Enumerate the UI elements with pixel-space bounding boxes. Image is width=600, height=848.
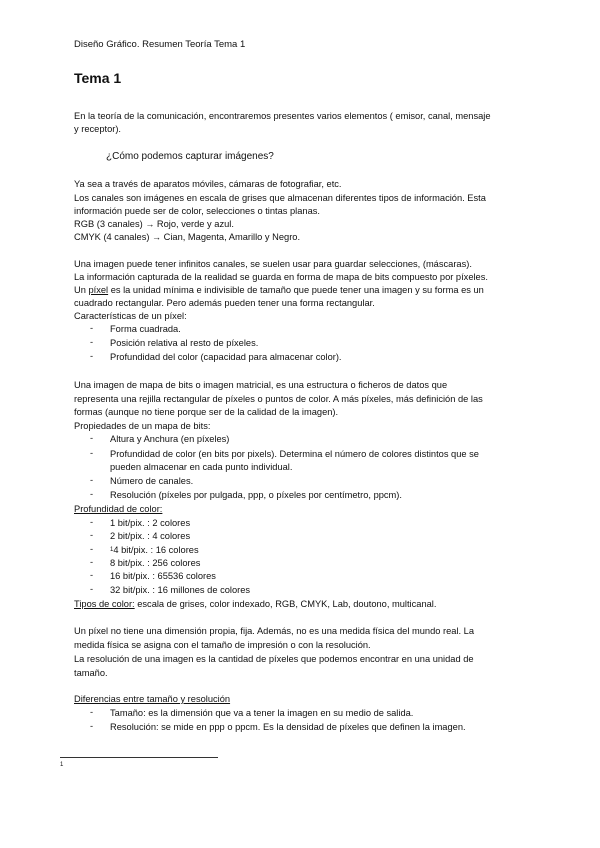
bullet: -: [90, 557, 94, 567]
bullet: -: [90, 721, 94, 731]
pixel-line-4: cuadrado rectangular. Pero además pueden tener una forma rectangular.: [74, 298, 375, 308]
pixel-line-3: [74, 284, 484, 297]
footnote-ref: 1: [110, 547, 114, 553]
bullet: -: [90, 351, 94, 361]
list-item: Resolución (píxeles por pulgada, ppp, o píxeles por centímetro, ppcm).: [110, 490, 402, 500]
intro-line-2: y receptor).: [74, 124, 122, 134]
list-item: Profundidad del color (capacidad para almacenar color).: [110, 352, 342, 362]
arrow-icon: →: [152, 232, 162, 242]
cmyk-text: Cian, Magenta, Amarillo y Negro.: [163, 232, 301, 242]
measure-line-3: La resolución de una imagen es la cantidad de píxeles que podemos encontrar en una unidad de: [74, 654, 474, 664]
list-item: Tamaño: es la dimensión que va a tener la imagen en su medio de salida.: [110, 708, 414, 718]
bullet: -: [90, 433, 94, 443]
bullet: -: [90, 448, 94, 458]
rgb-label: RGB (3 canales): [74, 219, 143, 229]
rgb-line: [74, 218, 234, 231]
bitmap-line-1: Una imagen de mapa de bits o imagen matricial, es una estructura o ficheros de datos que: [74, 380, 448, 390]
list-item: Posición relativa al resto de píxeles.: [110, 338, 259, 348]
bullet: -: [90, 707, 94, 717]
list-item: Resolución: se mide en ppp o ppcm. Es la densidad de píxeles que definen la imagen.: [110, 722, 466, 732]
bullet: -: [90, 530, 94, 540]
measure-line-2: medida física se asigna con el tamaño de impresión o con la resolución.: [74, 640, 371, 650]
bullet: -: [90, 337, 94, 347]
list-item: 16 bit/pix. : 65536 colores: [110, 571, 216, 581]
capture-line-1: Ya sea a través de aparatos móviles, cámaras de fotografiar, etc.: [74, 179, 342, 189]
list-item-text: 4 bit/pix. : 16 colores: [113, 545, 199, 555]
bullet: -: [90, 584, 94, 594]
types-line: [74, 598, 436, 611]
pixel-line-3-pre: Un: [74, 285, 89, 295]
list-item: [110, 544, 199, 557]
list-item: Profundidad de color (en bits por pixels). Determina el número de colores distintos que se: [110, 449, 479, 459]
intro-line-1: En la teoría de la comunicación, encontraremos presentes varios elementos ( emisor, canal, mensaje: [74, 111, 491, 121]
list-item: 8 bit/pix. : 256 colores: [110, 558, 201, 568]
page-header: Diseño Gráfico. Resumen Teoría Tema 1: [74, 39, 246, 50]
list-item: Número de canales.: [110, 476, 194, 486]
measure-line-1: Un píxel no tiene una dimensión propia, fija. Además, no es una medida física del mundo real. La: [74, 626, 475, 636]
capture-line-2: Los canales son imágenes en escala de grises que almacenan diferentes tipos de información. Esta: [74, 193, 486, 203]
capture-line-3: información puede ser de color, selecciones o tintas planas.: [74, 206, 320, 216]
pixel-line-3-post: es la unidad mínima e indivisible de tamaño que puede tener una imagen y su forma es un: [108, 285, 484, 295]
bitmap-line-4: Propiedades de un mapa de bits:: [74, 421, 211, 431]
question-heading: ¿Cómo podemos capturar imágenes?: [106, 151, 274, 162]
pixel-line-1: Una imagen puede tener infinitos canales, se suelen usar para guardar selecciones, (máscaras).: [74, 259, 472, 269]
types-text: escala de grises, color indexado, RGB, CMYK, Lab, doutono, multicanal.: [134, 599, 437, 609]
bullet: -: [90, 517, 94, 527]
bullet: -: [90, 544, 94, 554]
bullet: -: [90, 489, 94, 499]
arrow-icon: →: [145, 219, 155, 229]
bullet: -: [90, 323, 94, 333]
measure-line-4: tamaño.: [74, 668, 108, 678]
footnote-divider: [60, 757, 218, 758]
page-title: Tema 1: [74, 70, 122, 86]
cmyk-label: CMYK (4 canales): [74, 232, 150, 242]
pixel-line-2: La información capturada de la realidad se guarda en forma de mapa de bits compuesto por píxeles.: [74, 272, 488, 282]
bullet: -: [90, 570, 94, 580]
depth-heading: Profundidad de color:: [74, 504, 163, 514]
bitmap-line-3: formas (aunque no tiene porque ser de la calidad de la imagen).: [74, 407, 339, 417]
cmyk-line: [74, 231, 300, 244]
diff-heading: Diferencias entre tamaño y resolución: [74, 694, 231, 704]
list-item: Altura y Anchura (en píxeles): [110, 434, 230, 444]
pixel-line-5: Características de un píxel:: [74, 311, 187, 321]
list-item: 1 bit/pix. : 2 colores: [110, 518, 191, 528]
list-item-continued: pueden almacenar en cada punto individual.: [110, 462, 293, 472]
bullet: -: [90, 475, 94, 485]
list-item: 2 bit/pix. : 4 colores: [110, 531, 191, 541]
pixel-term: píxel: [88, 285, 109, 295]
bitmap-line-2: representa una rejilla rectangular de píxeles o puntos de color. A más píxeles, más definición de las: [74, 394, 483, 404]
list-item: 32 bit/pix. : 16 millones de colores: [110, 585, 251, 595]
footnote-number: 1: [60, 762, 64, 768]
rgb-text: Rojo, verde y azul.: [156, 219, 234, 229]
types-heading: Tipos de color:: [74, 599, 135, 609]
list-item: Forma cuadrada.: [110, 324, 181, 334]
